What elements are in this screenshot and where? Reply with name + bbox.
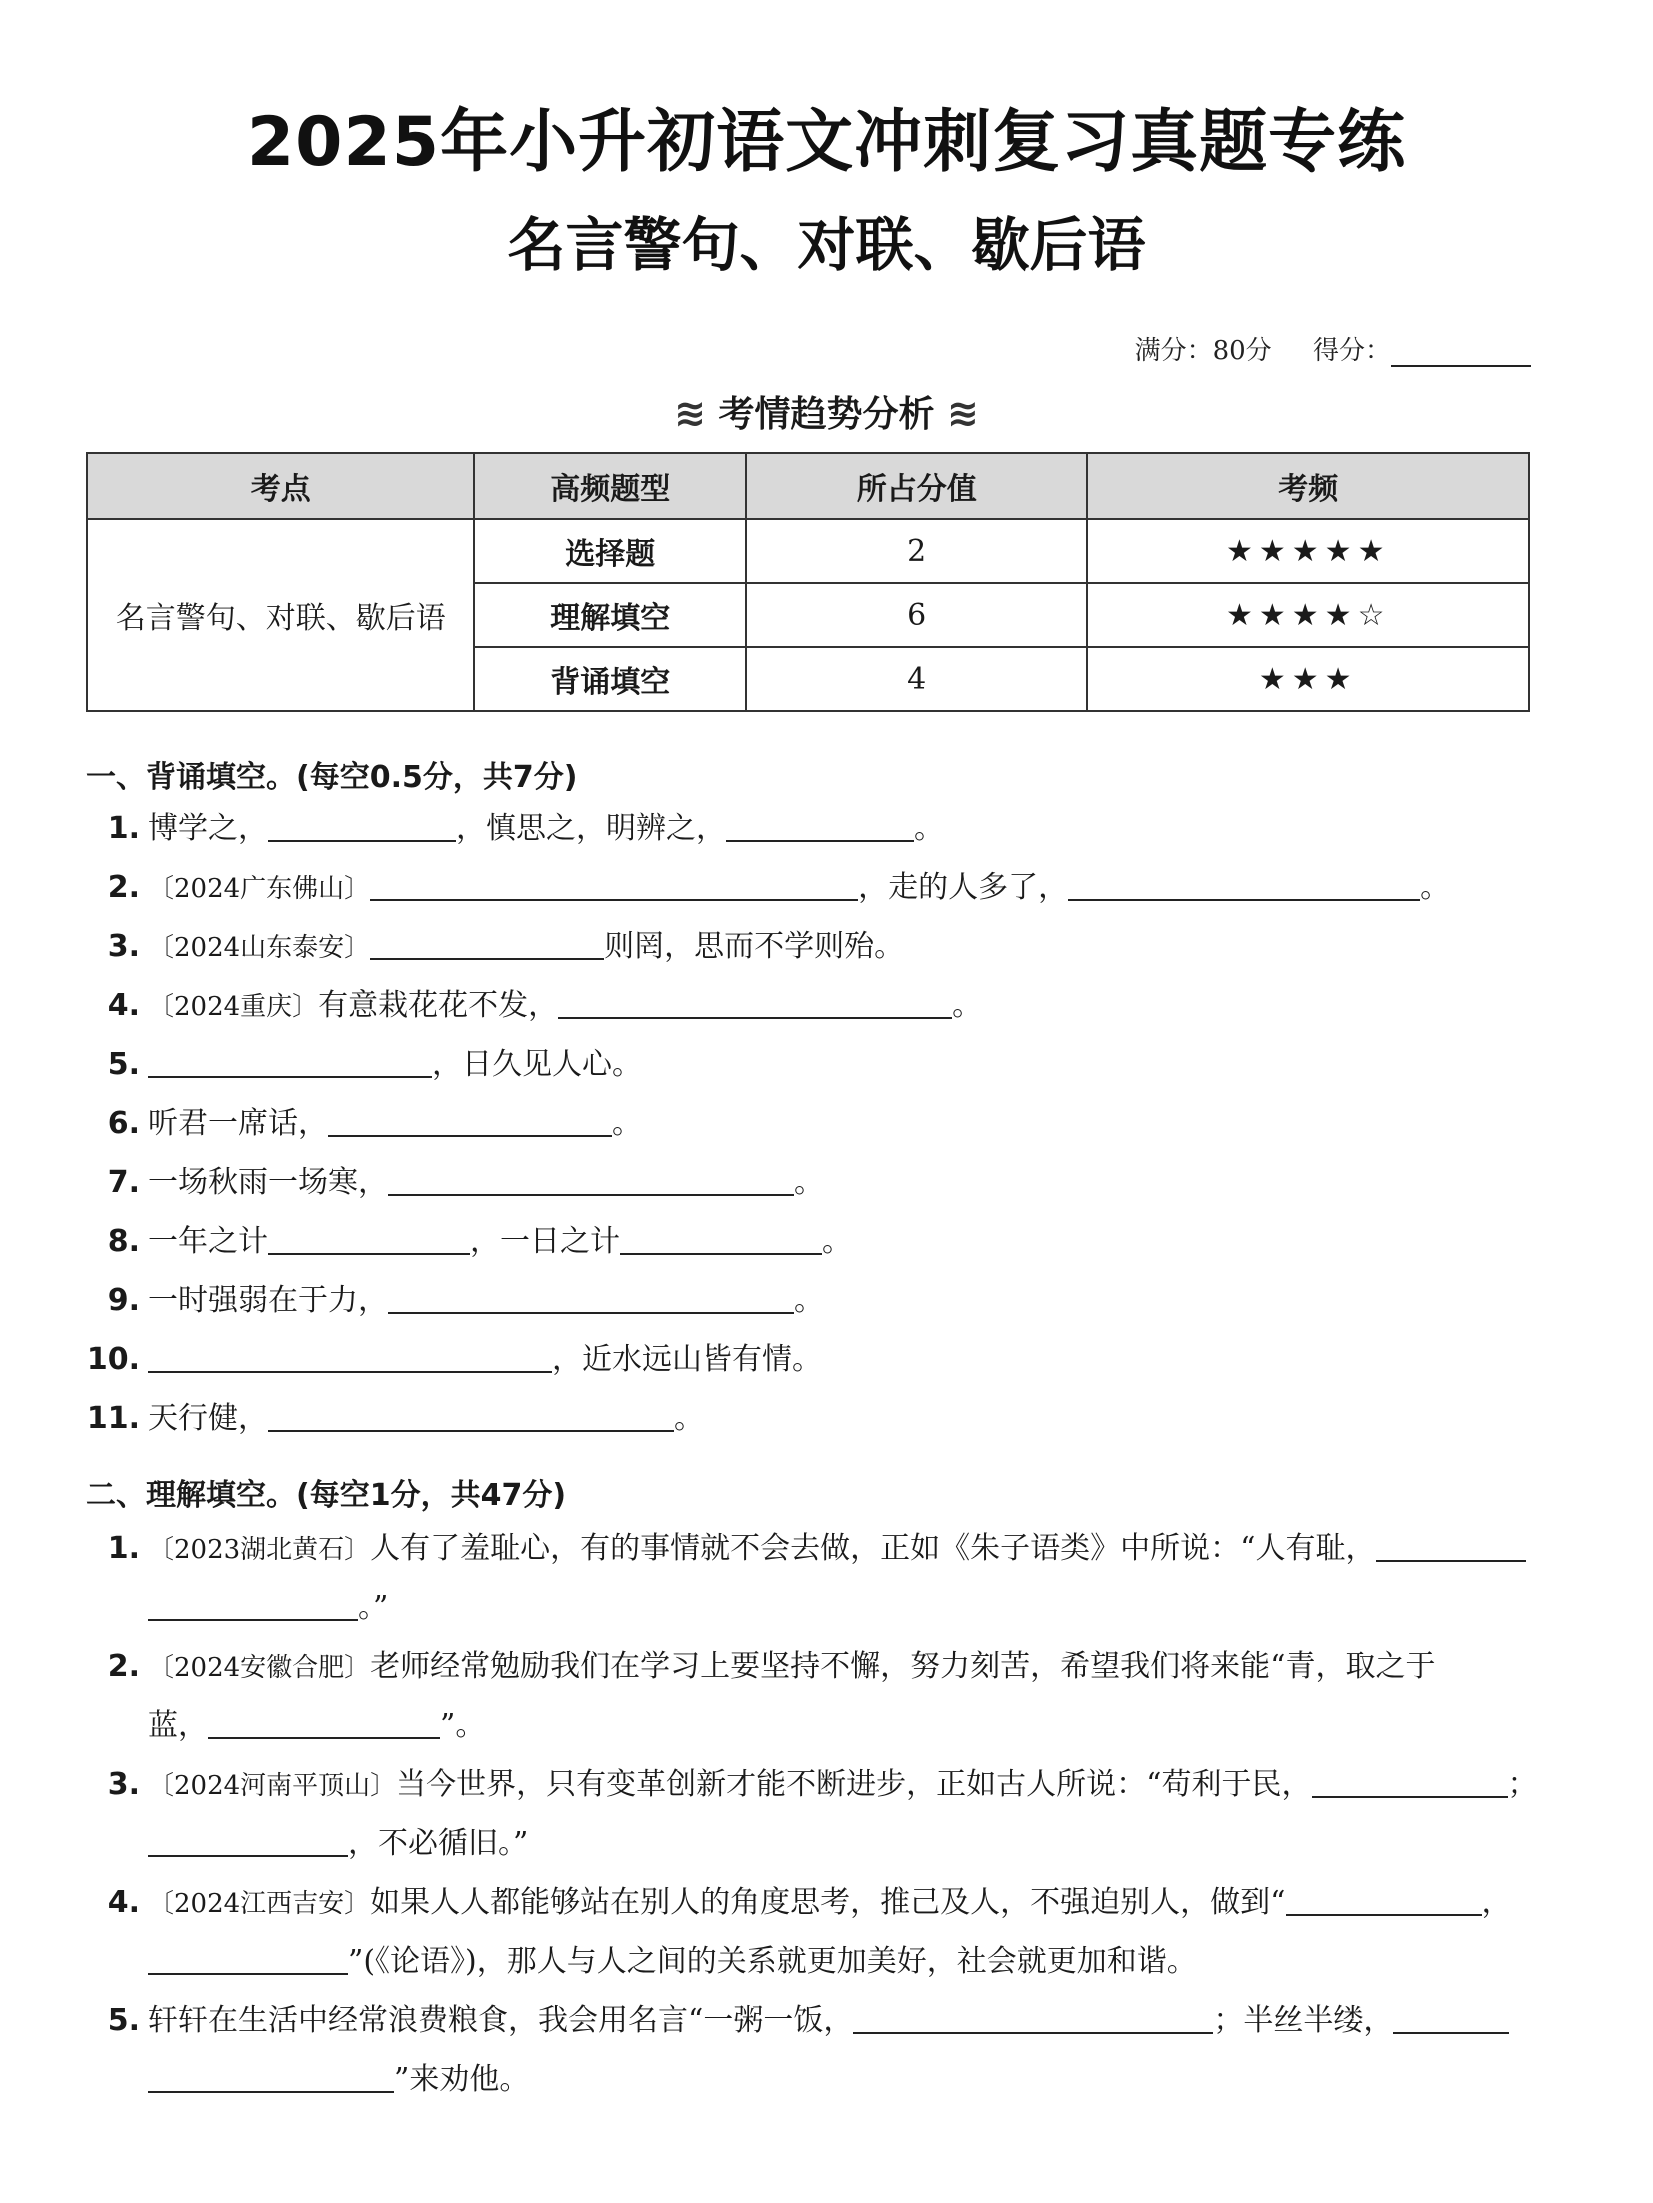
table-header: 考点 xyxy=(87,453,474,519)
page-subtitle: 名言警句、对联、歇后语 xyxy=(507,211,1146,279)
question-text: ”来劝他。 xyxy=(394,2062,530,2097)
freq-stars: ★★★ xyxy=(1087,647,1529,711)
question-source: 〔2024河南平顶山〕 xyxy=(148,1771,397,1801)
question-text: ，近水远山皆有情。 xyxy=(552,1342,822,1377)
section1-heading: 一、背诵填空。(每空0.5分，共7分) xyxy=(86,760,578,795)
question-2-5-cont xyxy=(86,2059,529,2101)
table-header: 考频 xyxy=(1087,453,1529,519)
question-text: ，走的人多了， xyxy=(858,870,1069,905)
question-text: 听君一席话， xyxy=(148,1106,328,1141)
question-text: 老师经常勉励我们在学习上要坚持不懈，努力刻苦，希望我们将来能“青，取之于 xyxy=(370,1649,1436,1684)
question-2-2-cont xyxy=(86,1705,485,1747)
answer-blank[interactable] xyxy=(148,2059,394,2093)
question-1-2 xyxy=(86,867,1450,910)
question-text: 当今世界，只有变革创新才能不断进步，正如古人所说：“苟利于民， xyxy=(396,1767,1312,1802)
question-source: 〔2024安徽合肥〕 xyxy=(148,1653,371,1683)
answer-blank[interactable] xyxy=(370,926,604,960)
question-text: 。 xyxy=(674,1401,704,1436)
question-text: ”(《论语》)，那人与人之间的关系就更加美好，社会就更加和谐。 xyxy=(348,1944,1197,1979)
question-number: 2. xyxy=(107,1649,140,1684)
table-header: 高频题型 xyxy=(474,453,746,519)
answer-blank[interactable] xyxy=(148,1044,432,1078)
question-1-4 xyxy=(86,985,982,1028)
question-number: 3. xyxy=(107,929,140,964)
question-2-3 xyxy=(86,1764,1538,1807)
question-number: 6. xyxy=(107,1106,140,1141)
question-1-11 xyxy=(86,1398,704,1440)
answer-blank[interactable] xyxy=(148,1587,358,1621)
answer-blank[interactable] xyxy=(268,808,456,842)
question-1-8 xyxy=(86,1221,852,1263)
question-1-3 xyxy=(86,926,904,969)
question-text: ；半丝半缕， xyxy=(1213,2003,1394,2038)
freq-stars: ★★★★★ xyxy=(1087,519,1529,583)
section2-heading: 二、理解填空。(每空1分，共47分) xyxy=(86,1478,567,1513)
answer-blank[interactable] xyxy=(148,1823,348,1857)
answer-blank[interactable] xyxy=(388,1162,794,1196)
question-text: 有意栽花花不发， xyxy=(318,988,559,1023)
table-header-row xyxy=(87,453,1529,519)
type-cell: 背诵填空 xyxy=(474,647,746,711)
question-text: 轩轩在生活中经常浪费粮食，我会用名言“一粥一饭， xyxy=(148,2003,854,2038)
answer-blank[interactable] xyxy=(1286,1882,1482,1916)
question-2-1-cont xyxy=(86,1587,388,1629)
table-row xyxy=(87,519,1529,583)
answer-blank[interactable] xyxy=(148,1941,348,1975)
answer-blank[interactable] xyxy=(1312,1764,1508,1798)
answer-blank[interactable] xyxy=(208,1705,440,1739)
score-cell: 4 xyxy=(746,647,1087,711)
answer-blank[interactable] xyxy=(268,1221,470,1255)
wave-icon: ≋ xyxy=(947,391,979,435)
question-number: 9. xyxy=(107,1283,140,1318)
answer-blank[interactable] xyxy=(328,1103,612,1137)
question-2-4 xyxy=(86,1882,1512,1925)
question-number: 5. xyxy=(107,2003,140,2038)
question-text: 则罔，思而不学则殆。 xyxy=(604,929,905,964)
question-number: 10. xyxy=(86,1342,140,1377)
question-text: ，一日之计 xyxy=(470,1224,620,1259)
score-cell: 6 xyxy=(746,583,1087,647)
question-number: 1. xyxy=(107,811,140,846)
question-source: 〔2024重庆〕 xyxy=(148,992,319,1022)
analysis-heading xyxy=(0,386,1653,437)
question-text: 如果人人都能够站在别人的角度思考，推己及人，不强迫别人，做到“ xyxy=(370,1885,1286,1920)
question-source: 〔2024山东泰安〕 xyxy=(148,933,371,963)
question-text: 。 xyxy=(952,988,983,1023)
answer-blank[interactable] xyxy=(388,1280,794,1314)
answer-blank[interactable] xyxy=(1393,2000,1509,2034)
question-text: 。 xyxy=(612,1106,642,1141)
question-text: 。 xyxy=(1420,870,1451,905)
question-text: ； xyxy=(1507,1767,1538,1802)
answer-blank[interactable] xyxy=(370,867,858,901)
question-2-3-cont xyxy=(86,1823,528,1865)
answer-blank[interactable] xyxy=(268,1398,674,1432)
answer-blank[interactable] xyxy=(1068,867,1420,901)
question-number: 11. xyxy=(86,1401,140,1436)
question-1-6 xyxy=(86,1103,642,1145)
question-number: 2. xyxy=(107,870,140,905)
question-text: 一场秋雨一场寒， xyxy=(148,1165,388,1200)
answer-blank[interactable] xyxy=(620,1221,822,1255)
question-1-9 xyxy=(86,1280,824,1322)
question-text: 人有了羞耻心，有的事情就不会去做，正如《朱子语类》中所说：“人有耻， xyxy=(370,1531,1376,1566)
question-text: ，日久见人心。 xyxy=(432,1047,642,1082)
question-text: 。 xyxy=(794,1165,824,1200)
table-header: 所占分值 xyxy=(746,453,1087,519)
question-source: 〔2023湖北黄石〕 xyxy=(148,1535,371,1565)
question-number: 5. xyxy=(107,1047,140,1082)
wave-icon: ≋ xyxy=(674,391,706,435)
question-source: 〔2024广东佛山〕 xyxy=(148,874,371,904)
question-number: 8. xyxy=(107,1224,140,1259)
question-1-7 xyxy=(86,1162,824,1204)
freq-stars: ★★★★☆ xyxy=(1087,583,1529,647)
question-2-4-cont xyxy=(86,1941,1197,1983)
question-number: 4. xyxy=(107,988,140,1023)
question-number: 3. xyxy=(107,1767,140,1802)
answer-blank[interactable] xyxy=(726,808,914,842)
question-text: 蓝， xyxy=(148,1708,208,1743)
question-text: 。 xyxy=(914,811,944,846)
score-line xyxy=(1135,330,1531,367)
answer-blank[interactable] xyxy=(1376,1528,1526,1562)
analysis-title: 考情趋势分析 xyxy=(718,394,935,435)
question-2-2 xyxy=(86,1646,1436,1689)
question-1-1 xyxy=(86,808,944,850)
question-1-5 xyxy=(86,1044,642,1086)
question-source: 〔2024江西吉安〕 xyxy=(148,1889,371,1919)
question-text: 博学之， xyxy=(148,811,268,846)
answer-blank[interactable] xyxy=(148,1339,552,1373)
full-score-label: 满分：80分 xyxy=(1134,336,1272,366)
question-text: ，慎思之，明辨之， xyxy=(456,811,726,846)
question-2-5 xyxy=(86,2000,1509,2042)
question-text: 。 xyxy=(822,1224,852,1259)
question-text: 一年之计 xyxy=(148,1224,268,1259)
question-number: 7. xyxy=(107,1165,140,1200)
question-text: 一时强弱在于力， xyxy=(148,1283,388,1318)
question-text: ，不必循旧。” xyxy=(348,1826,529,1861)
analysis-table xyxy=(86,452,1530,712)
question-1-10 xyxy=(86,1339,822,1381)
score-cell: 2 xyxy=(746,519,1087,583)
question-text: 。 xyxy=(794,1283,824,1318)
question-text: 天行健， xyxy=(148,1401,268,1436)
type-cell: 选择题 xyxy=(474,519,746,583)
answer-blank[interactable] xyxy=(558,985,952,1019)
topic-cell: 名言警句、对联、歇后语 xyxy=(87,519,474,711)
type-cell: 理解填空 xyxy=(474,583,746,647)
got-score-label: 得分： xyxy=(1312,336,1391,366)
question-number: 1. xyxy=(107,1531,140,1566)
question-2-1 xyxy=(86,1528,1526,1571)
question-text: ”。 xyxy=(440,1708,486,1743)
question-text: 。” xyxy=(358,1590,389,1625)
score-blank[interactable] xyxy=(1391,337,1531,367)
question-number: 4. xyxy=(107,1885,140,1920)
question-text: ， xyxy=(1481,1885,1512,1920)
answer-blank[interactable] xyxy=(853,2000,1213,2034)
page-title: 2025年小升初语文冲刺复习真题专练 xyxy=(246,103,1407,182)
